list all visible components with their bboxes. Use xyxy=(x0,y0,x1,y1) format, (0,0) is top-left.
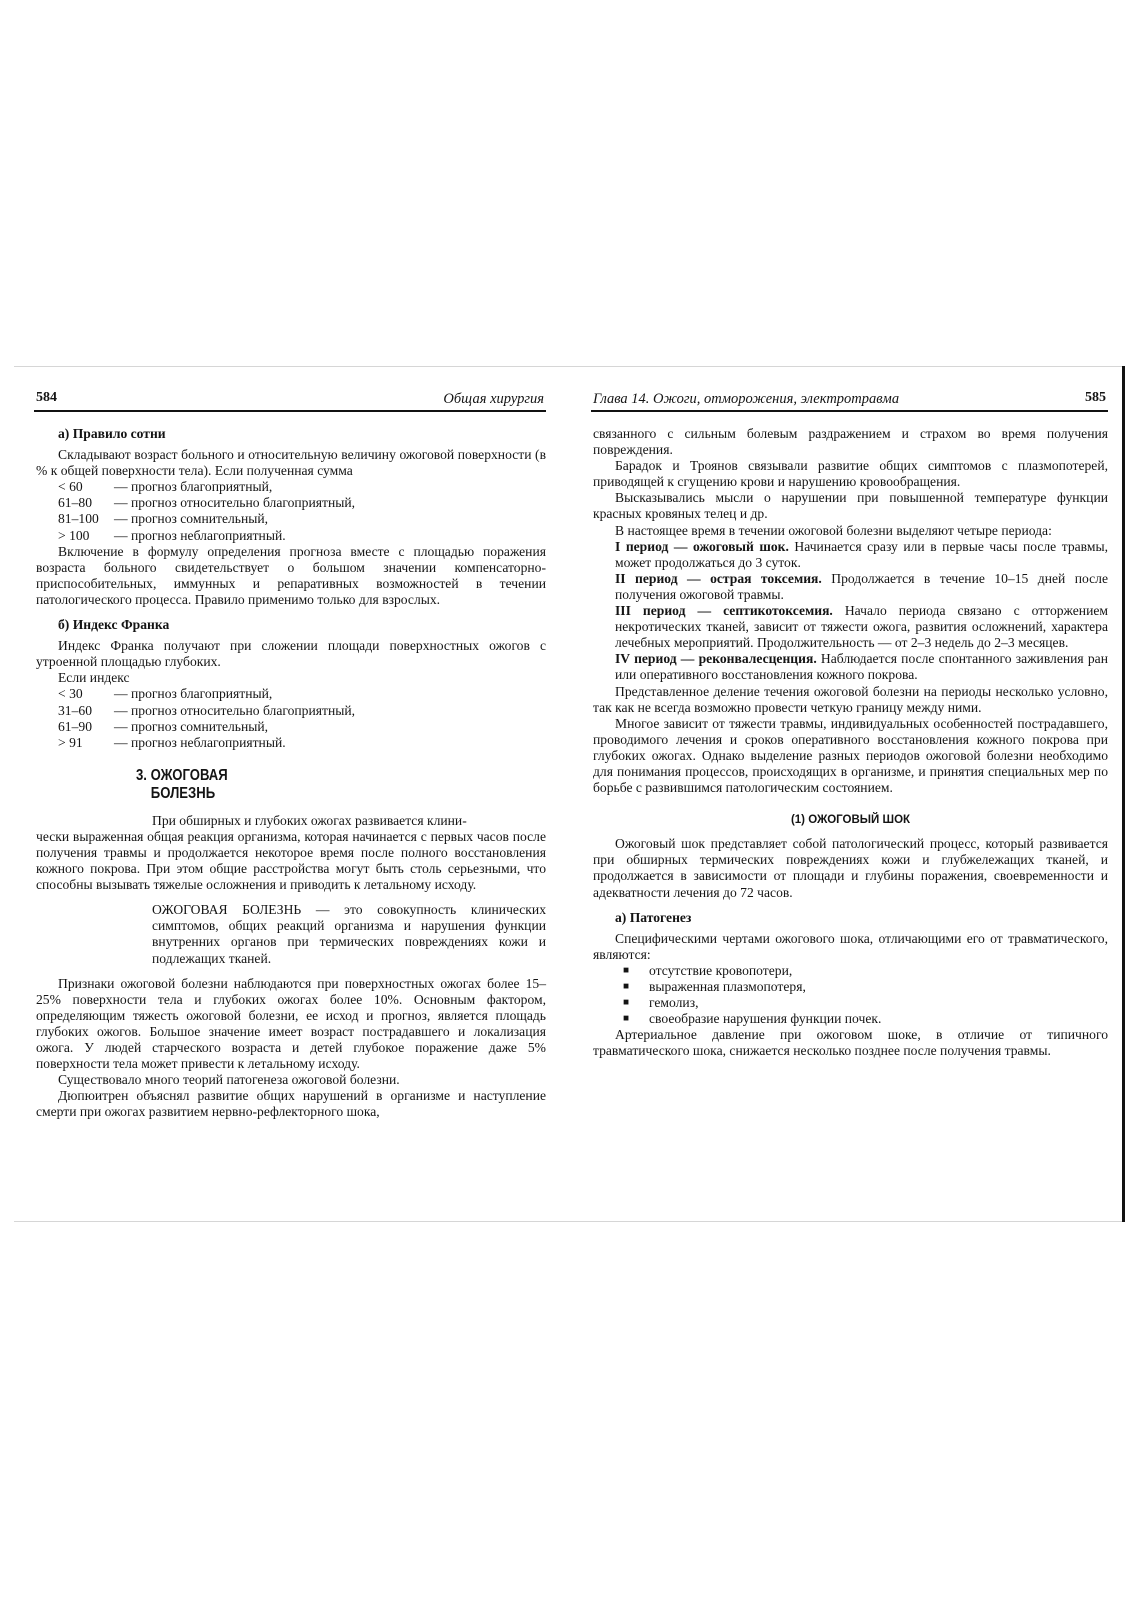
list-item: < 30 — прогноз благоприятный, xyxy=(58,686,273,702)
paragraph: Индекс Франка получают при сложении площади поверхностных ожогов с утроенной площадью глубоких. xyxy=(36,638,546,670)
bullet-icon: ■ xyxy=(623,964,630,976)
paragraph: При обширных и глубоких ожогах развивается клини- xyxy=(152,812,467,828)
scan-bottom-edge xyxy=(14,1221,1125,1222)
book-spread xyxy=(14,366,1125,1224)
bullet-icon: ■ xyxy=(623,981,630,992)
paragraph: Специфическими чертами ожогового шока, отличающими его от травматического, являются: xyxy=(593,930,1108,962)
paragraph: Если индекс xyxy=(58,670,130,686)
left-running-head xyxy=(34,388,546,412)
paragraph: Барадок и Троянов связывали развитие общих симптомов с плазмопотерей, приводящей к сгущению крови и нарушению кровообращения. xyxy=(593,458,1108,490)
bullet-item: ■ своеобразие нарушения функции почек. xyxy=(623,1011,882,1027)
scan-top-edge xyxy=(14,366,1125,367)
paragraph: связанного с сильным болевым раздражением и страхом во время получения повреждения. xyxy=(593,426,1108,458)
right-running-title: Глава 14. Ожоги, отморожения, электротравма xyxy=(593,391,900,407)
list-item: > 91 — прогноз неблагоприятный. xyxy=(58,734,286,750)
period-item: III период — септикотоксемия. Начало периода связано с отторжением некротических тканей, зависит от тяжести ожога, развития осложнений, характера лечебных мероприятий. Продолжительность — от 2–3 недель до 2–3 месяцев. xyxy=(615,603,1108,651)
paragraph: В настоящее время в течении ожоговой болезни выделяют четыре периода: xyxy=(615,522,1052,538)
paragraph: Существовало много теорий патогенеза ожоговой болезни. xyxy=(58,1072,400,1088)
paragraph: Представленное деление течения ожоговой болезни на периоды несколько условно, так как не всегда возможно провести четкую границу между ними. xyxy=(593,683,1108,715)
paragraph: Признаки ожоговой болезни наблюдаются при поверхностных ожогах более 15–25% поверхности тела и глубоких ожогах более 10%. Основным фактором, определяющим тяжесть ожоговой болезни, ее исход и прогноз, является площадь глубоких ожогов. Большое значение имеет возраст пострадавшего и локализация ожога. У людей старческого возраста и детей глубокое поражение даже 5% поверхности тела может привести к летальному исходу. xyxy=(36,975,546,1072)
subsection-heading: (1) ОЖОГОВЫЙ ШОК xyxy=(790,814,911,827)
list-item: > 100 — прогноз неблагоприятный. xyxy=(58,527,286,543)
left-page-body xyxy=(36,426,546,1120)
bullet-icon: ■ xyxy=(623,997,630,1009)
paragraph: Артериальное давление при ожоговом шоке, в отличие от типичного травматического шока, снижается несколько позднее после получения травмы. xyxy=(593,1027,1108,1059)
right-page-number: 585 xyxy=(1085,390,1106,405)
chapter-heading: 3. ОЖОГОВАЯ БОЛЕЗНЬ xyxy=(136,766,228,802)
right-page-body xyxy=(593,426,1108,1059)
paragraph: Включение в формулу определения прогноза вместе с площадью поражения возраста больного свидетельствует о большом значении компенсаторно-приспособительных, иммунных и репаративных возможностей в течении патологического процесса. Правило применимо только для взрослых. xyxy=(36,543,546,607)
paragraph: чески выраженная общая реакция организма, которая начинается с первых часов после получения травмы и продолжается некоторое время после полного восстановления кожного покрова. При этом общие расстройства могут быть столь серьезными, что способны вызывать тяжелые осложнения и приводить к летальному исходу. xyxy=(36,828,546,893)
paragraph: Дюпюитрен объяснял развитие общих нарушений в организме и наступление смерти при ожогах развитием нервно-рефлекторного шока, xyxy=(36,1088,546,1120)
list-item: 61–90 — прогноз сомнительный, xyxy=(58,718,269,734)
page-edge-shadow xyxy=(1122,366,1125,1222)
right-running-head xyxy=(591,388,1108,412)
paragraph: Складывают возраст больного и относительную величину ожоговой поверхности (в % к общей поверхности тела). Если полученная сумма xyxy=(36,447,546,479)
bullet-item: ■ гемолиз, xyxy=(623,995,699,1011)
section-heading: а) Патогенез xyxy=(615,909,692,925)
list-item: 61–80 — прогноз относительно благоприятный, xyxy=(58,495,356,511)
list-item: 31–60 — прогноз относительно благоприятный, xyxy=(58,702,356,718)
definition-block: ОЖОГОВАЯ БОЛЕЗНЬ — это совокупность клинических симптомов, общих реакций организма и нарушения функции внутренних органов при термических повреждениях кожи и подлежащих тканей. xyxy=(152,902,546,966)
bullet-item: ■ выраженная плазмопотеря, xyxy=(623,979,806,994)
frank-index-list xyxy=(58,686,546,750)
period-item: I период — ожоговый шок. Начинается сразу или в первые часы после травмы, может продолжаться до 3 суток. xyxy=(615,538,1108,570)
prognosis-list xyxy=(58,479,546,543)
paragraph: Высказывались мысли о нарушении при повышенной температуре функции красных кровяных телец и др. xyxy=(593,490,1108,522)
paragraph: Ожоговый шок представляет собой патологический процесс, который развивается при обширных термических повреждениях кожи и глубжележащих тканей, и продолжается в зависимости от площади и глубины поражения, своевременности и адекватности лечения до 72 часов. xyxy=(593,836,1108,900)
period-item: II период — острая токсемия. Продолжается в течение 10–15 дней после получения ожоговой травмы. xyxy=(615,570,1109,602)
left-running-title: Общая хирургия xyxy=(443,391,544,407)
section-heading: а) Правило сотни xyxy=(58,426,166,441)
period-item: IV период — реконвалесценция. Наблюдается после спонтанного заживления ран или оперативного восстановления кожного покрова. xyxy=(615,651,1108,683)
left-page-number: 584 xyxy=(36,390,57,405)
list-item: < 60 — прогноз благоприятный, xyxy=(58,479,273,495)
list-item: 81–100 — прогноз сомнительный, xyxy=(58,511,269,527)
bullet-icon: ■ xyxy=(623,1013,630,1025)
section-heading: б) Индекс Франка xyxy=(58,617,170,633)
paragraph: Многое зависит от тяжести травмы, индивидуальных особенностей пострадавшего, проводимого лечения и сроков оперативного восстановления кожного покрова при глубоких ожогах. Однако выделение разных периодов ожоговой болезни необходимо для понимания процессов, происходящих в организме, и принятия специальных мер по борьбе с развившимся патологическим состоянием. xyxy=(593,715,1108,796)
bullet-item: ■ отсутствие кровопотери, xyxy=(623,962,793,978)
